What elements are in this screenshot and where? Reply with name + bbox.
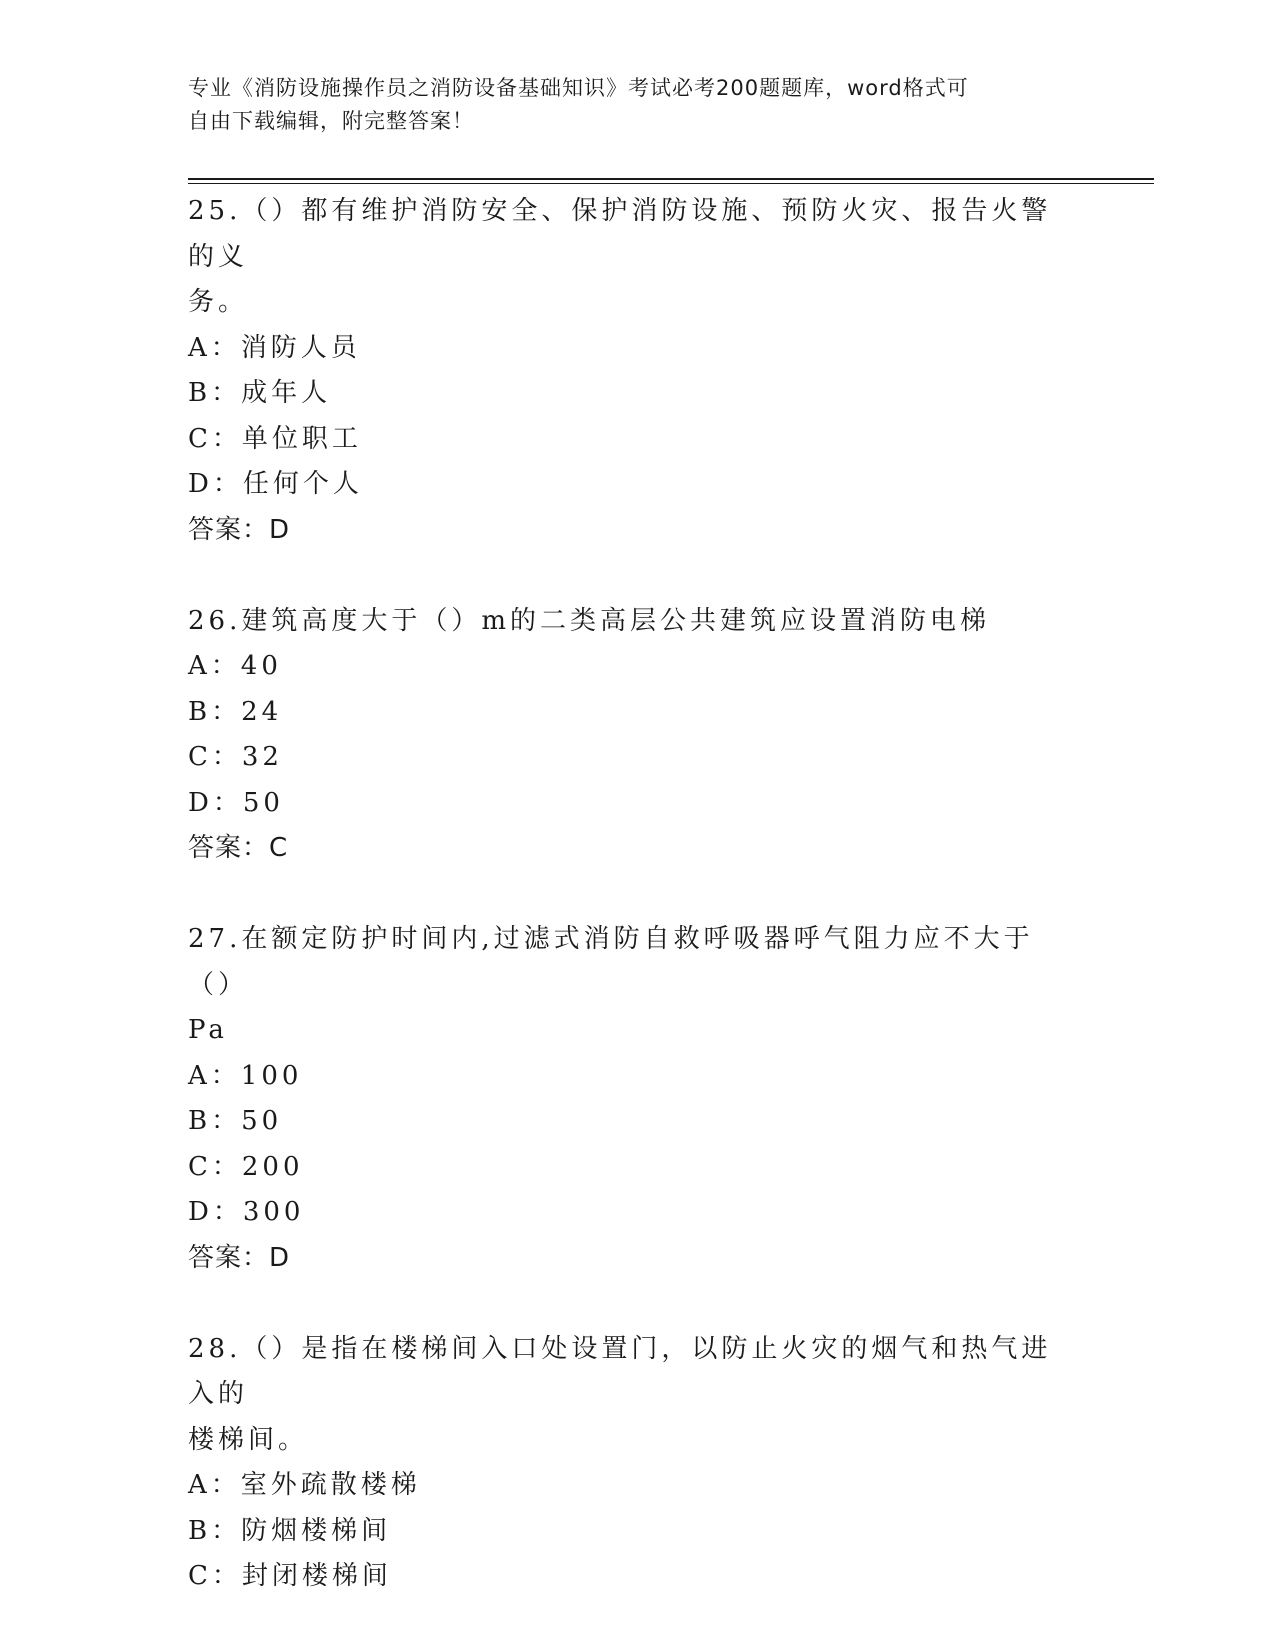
question-list [188,189,1088,1600]
option-a: A：消防人员 [188,332,361,363]
question-stem-continued: Pa [188,1015,228,1045]
option-b: B：24 [188,696,283,727]
option-d: D：50 [188,787,284,818]
option-b: B：防烟楼梯间 [188,1515,392,1546]
header-divider-thin [188,183,1154,184]
question-stem: 26.建筑高度大于（）m的二类高层公共建筑应设置消防电梯 [188,605,991,636]
question-stem: 27.在额定防护时间内,过滤式消防自救呼吸器呼气阻力应不大于（） [188,924,1034,1000]
question-stem: 28.（）是指在楼梯间入口处设置门，以防止火灾的烟气和热气进入的 [188,1333,1052,1409]
question-28 [188,1327,1088,1600]
question-26 [188,599,1088,872]
option-c: C：32 [188,742,283,772]
document-header [188,72,1088,138]
option-b: B：成年人 [188,378,332,408]
question-27 [188,917,1088,1281]
option-d: D：300 [188,1197,305,1227]
option-d: D：任何个人 [188,469,363,499]
question-stem-continued: 务。 [188,287,249,317]
question-25 [188,189,1088,553]
header-divider-thick [188,178,1154,180]
answer: 答案：D [188,514,291,545]
answer: 答案：D [188,1242,291,1273]
header-line-2: 自由下载编辑，附完整答案！ [188,109,474,133]
question-stem: 25.（）都有维护消防安全、保护消防设施、预防火灾、报告火警的义 [188,196,1052,272]
option-a: A：室外疏散楼梯 [188,1470,421,1500]
option-c: C：封闭楼梯间 [188,1561,392,1591]
option-a: A：100 [188,1060,303,1091]
option-c: C：单位职工 [188,423,362,454]
answer: 答案：C [188,833,289,863]
question-stem-continued: 楼梯间。 [188,1424,309,1455]
header-line-1: 专业《消防设施操作员之消防设备基础知识》考试必考200题题库，word格式可 [188,76,969,100]
option-a: A：40 [188,651,282,681]
option-b: B：50 [188,1106,283,1136]
option-c: C：200 [188,1151,304,1182]
